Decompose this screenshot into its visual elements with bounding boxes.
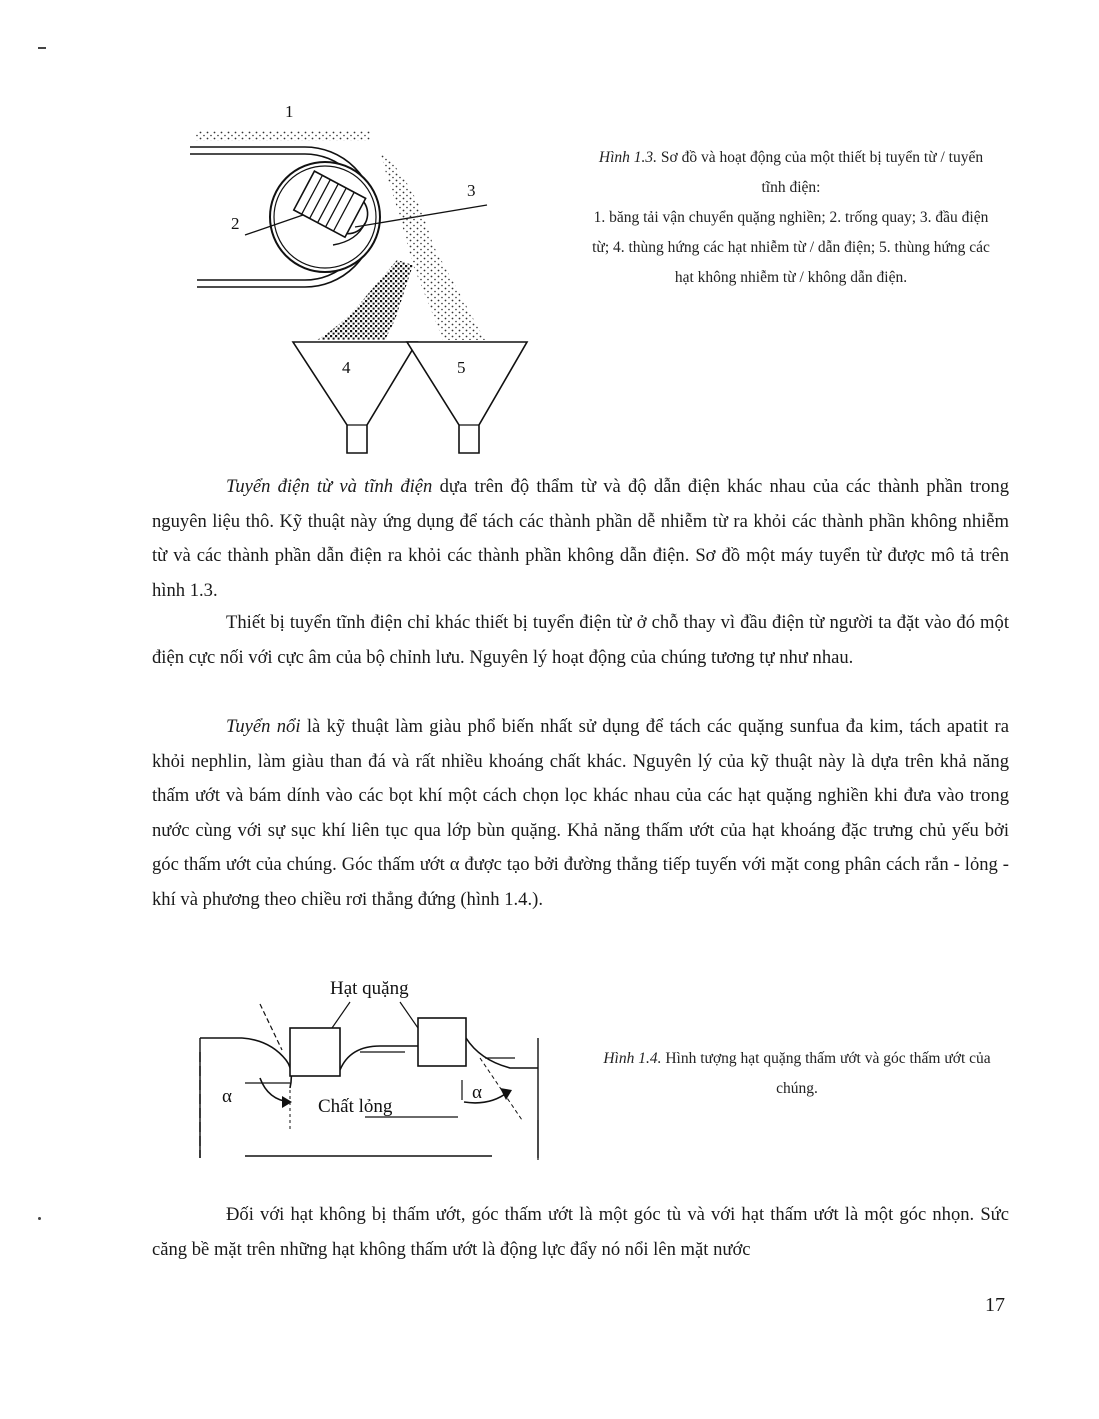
fig13-caption-title: Hình 1.3. bbox=[598, 149, 657, 166]
p2-text: Thiết bị tuyển tĩnh điện chỉ khác thiết bị tuyển điện từ ở chỗ thay vì đầu điện từ người ta đặt vào đó một điện cực nối với cực âm của bộ chỉnh lưu. Nguyên lý hoạt động của chúng tương tự như nhau. bbox=[152, 612, 1009, 668]
fig13-label-2: 2 bbox=[231, 214, 240, 233]
p1-italic: Tuyển điện từ và tĩnh điện bbox=[226, 476, 433, 497]
paragraph-3 bbox=[152, 710, 1009, 917]
p1-text: dựa trên độ thẩm từ và độ dẫn điện khác nhau của các thành phần trong nguyên liệu thô. Kỹ thuật này ứng dụng để tách các thành phần dễ nhiễm từ ra khỏi các thành phần không nhiễm từ và các thành phần dẫn điện ra khỏi các thành phần không dẫn điện. Sơ đồ một máy tuyển từ được mô tả trên hình 1.3. bbox=[152, 476, 1009, 601]
figure-1-3-caption bbox=[585, 143, 997, 293]
fig13-label-4: 4 bbox=[342, 358, 351, 377]
p4-text: Đối với hạt không bị thấm ướt, góc thấm ướt là một góc tù và với hạt thấm ướt là một góc nhọn. Sức căng bề mặt trên những hạt không thấm ướt là động lực đẩy nó nổi lên mặt nước bbox=[152, 1204, 1009, 1260]
figure-1-4-diagram bbox=[190, 970, 550, 1170]
fig13-hopper-5 bbox=[407, 342, 527, 453]
fig14-label-top: Hạt quặng bbox=[330, 978, 409, 999]
fig13-hopper-4 bbox=[293, 342, 417, 453]
figure-1-4-caption bbox=[592, 1044, 1002, 1104]
fig14-liquid-surface bbox=[242, 1038, 538, 1088]
page-mark-dot bbox=[38, 1217, 41, 1220]
fig13-label-3: 3 bbox=[467, 181, 476, 200]
fig14-alpha-right: α bbox=[472, 1082, 482, 1103]
fig14-caption-title-rest: Hình tượng hạt quặng thấm ướt và góc thấm ướt của chúng. bbox=[665, 1050, 991, 1097]
p3-text: là kỹ thuật làm giàu phổ biến nhất sử dụng để tách các quặng sunfua đa kim, tách apatit ra khỏi nephlin, làm giàu than đá và rất nhiều khoáng chất khác. Nguyên lý của kỹ thuật này là dựa trên khả năng thấm ướt và bám dính vào các bọt khí một cách chọn lọc khác nhau của các hạt quặng nghiền khi đưa vào trong nước cùng với sự sục khí liên tục qua lớp bùn quặng. Khả năng thấm ướt của hạt khoáng đặc trưng chủ yếu bởi góc thấm ướt của chúng. Góc thấm ướt α được tạo bởi đường thẳng tiếp tuyến với mặt cong phân cách rắn - lỏng - khí và phương theo chiều rơi thẳng đứng (hình 1.4.). bbox=[152, 716, 1009, 910]
figure-1-3-diagram bbox=[185, 95, 535, 465]
fig14-alpha-left: α bbox=[222, 1086, 232, 1107]
page-mark-dash bbox=[38, 47, 46, 49]
fig13-caption-title-rest: Sơ đồ và hoạt động của một thiết bị tuyển từ / tuyển tĩnh điện: bbox=[660, 149, 984, 196]
fig14-caption-title: Hình 1.4. bbox=[603, 1050, 662, 1067]
paragraph-2 bbox=[152, 606, 1009, 675]
fig14-particle-1 bbox=[290, 1028, 340, 1076]
fig13-ore-on-belt bbox=[195, 131, 370, 141]
page-number: 17 bbox=[985, 1294, 1005, 1316]
paragraph-1 bbox=[152, 470, 1009, 608]
fig13-caption-body: 1. băng tải vận chuyển quặng nghiền; 2. trống quay; 3. đầu điện từ; 4. thùng hứng các hạt nhiễm từ / dẫn điện; 5. thùng hứng các hạt không nhiễm từ / không dẫn điện. bbox=[592, 209, 990, 286]
fig14-particle-2 bbox=[418, 1018, 466, 1066]
fig13-label-5: 5 bbox=[457, 358, 466, 377]
p3-italic: Tuyển nổi bbox=[226, 716, 301, 737]
fig14-label-liquid: Chất lỏng bbox=[318, 1096, 393, 1117]
fig13-label-1: 1 bbox=[285, 102, 294, 121]
paragraph-4 bbox=[152, 1198, 1009, 1267]
